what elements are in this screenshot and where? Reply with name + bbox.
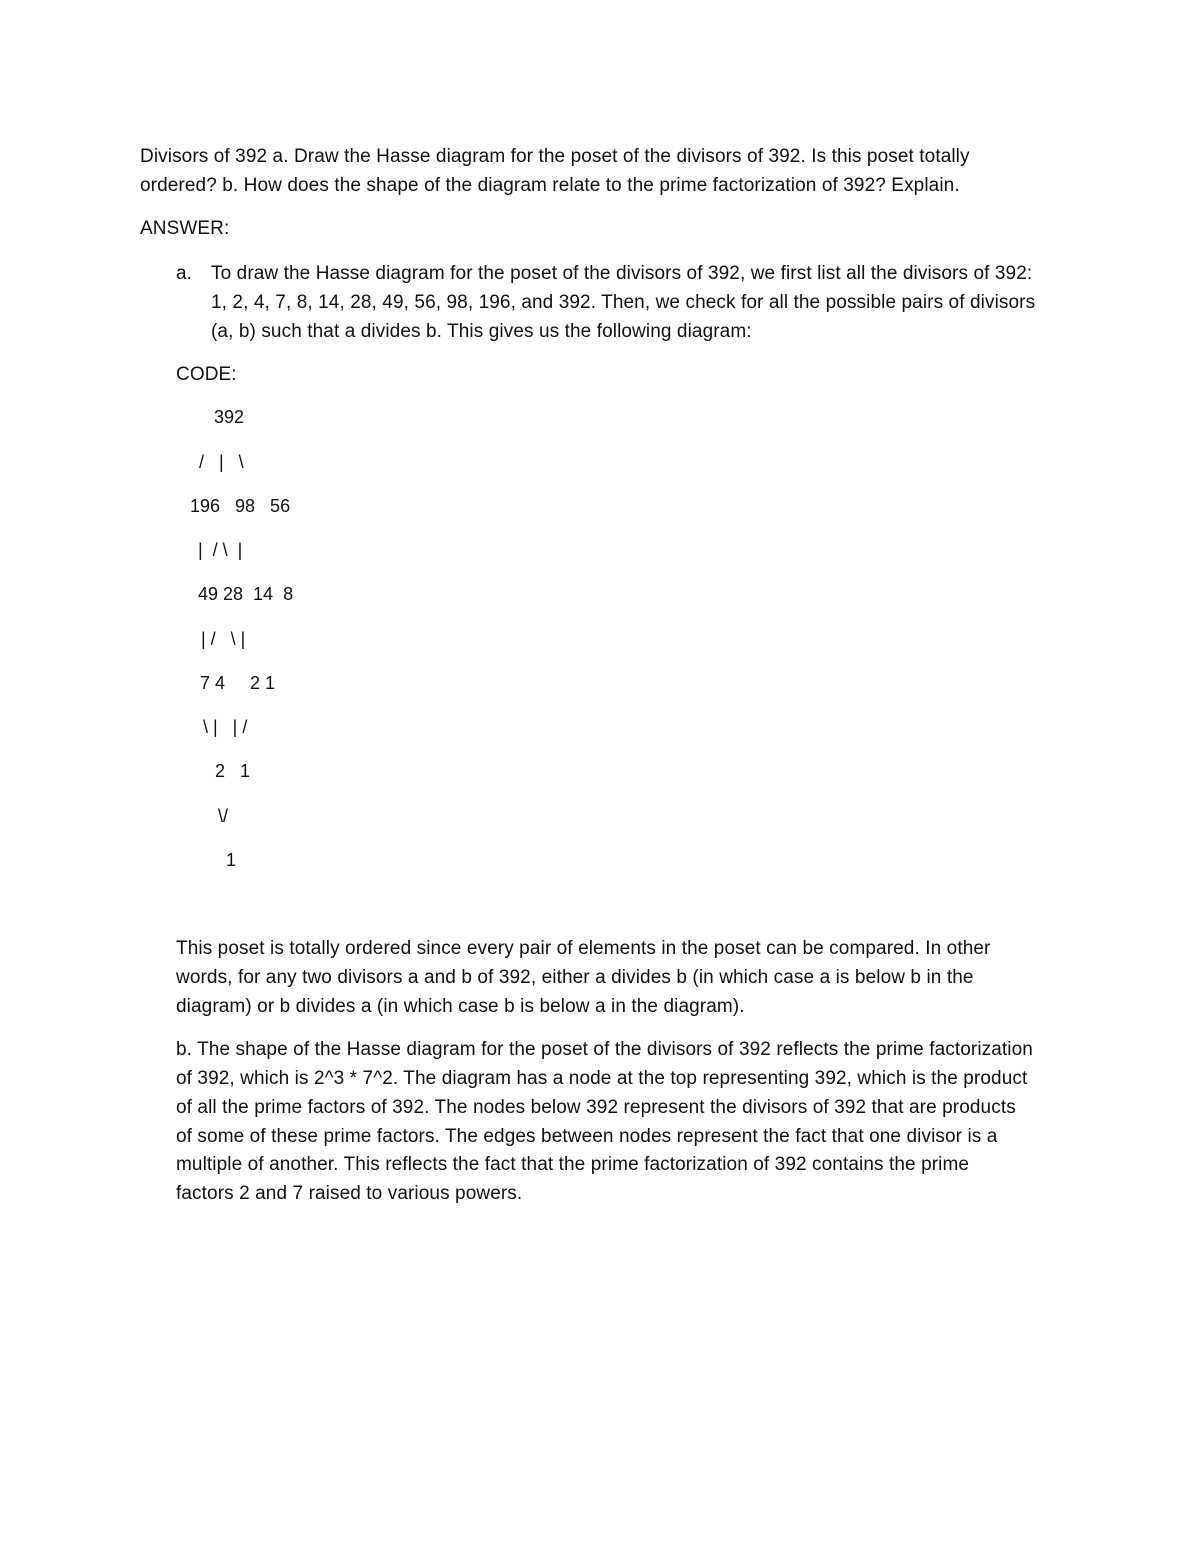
part-b-line-3: of all the prime factors of 392. The nodes below 392 represent the divisors of 392 that are products [176, 1097, 1016, 1118]
total-order-line-1: This poset is totally ordered since every pair of elements in the poset can be compared. In other [176, 938, 991, 959]
total-order-line-3: diagram) or b divides a (in which case b is below a in the diagram). [176, 996, 745, 1017]
part-b-line-5: multiple of another. This reflects the fact that the prime factorization of 392 contains the prime [176, 1154, 970, 1175]
diagram-line-392: 392 [214, 407, 245, 427]
question-line-2: ordered? b. How does the shape of the diagram relate to the prime factorization of 392? Explain. [140, 175, 960, 196]
diagram-line-49-28-14-8: 49 28 14 8 [198, 584, 294, 604]
part-b-line-6: factors 2 and 7 raised to various powers. [176, 1183, 523, 1204]
diagram-line-edges-5: \/ [218, 806, 229, 826]
total-order-line-2: words, for any two divisors a and b of 392, either a divides b (in which case a is below b in the [176, 967, 974, 988]
diagram-line-edges-1: / | \ [199, 452, 244, 472]
diagram-line-edges-4: \ | | / [203, 717, 248, 737]
part-a-line-2: 1, 2, 4, 7, 8, 14, 28, 49, 56, 98, 196, and 392. Then, we check for all the possible pairs of divisors [211, 292, 1036, 313]
diagram-line-2-1: 2 1 [215, 761, 251, 781]
question-line-1: Divisors of 392 a. Draw the Hasse diagram for the poset of the divisors of 392. Is this poset totally [140, 146, 970, 167]
diagram-line-7-4-2-1: 7 4 2 1 [200, 673, 276, 693]
part-b-line-1: b. The shape of the Hasse diagram for the poset of the divisors of 392 reflects the prime factorization [176, 1039, 1033, 1060]
diagram-line-1: 1 [226, 850, 237, 870]
part-a-line-3: (a, b) such that a divides b. This gives us the following diagram: [211, 321, 752, 342]
diagram-line-196-98-56: 196 98 56 [190, 496, 291, 516]
part-a-marker: a. [176, 263, 192, 284]
part-b-line-4: of some of these prime factors. The edges between nodes represent the fact that one divisor is a [176, 1126, 998, 1147]
code-label: CODE: [176, 364, 237, 385]
part-b-line-2: of 392, which is 2^3 * 7^2. The diagram has a node at the top representing 392, which is the product [176, 1068, 1028, 1089]
diagram-line-edges-2: | / \ | [198, 540, 243, 560]
part-a-line-1: To draw the Hasse diagram for the poset of the divisors of 392, we first list all the divisors of 392: [211, 263, 1033, 284]
diagram-line-edges-3: | / \ | [201, 629, 246, 649]
answer-heading: ANSWER: [140, 218, 230, 239]
